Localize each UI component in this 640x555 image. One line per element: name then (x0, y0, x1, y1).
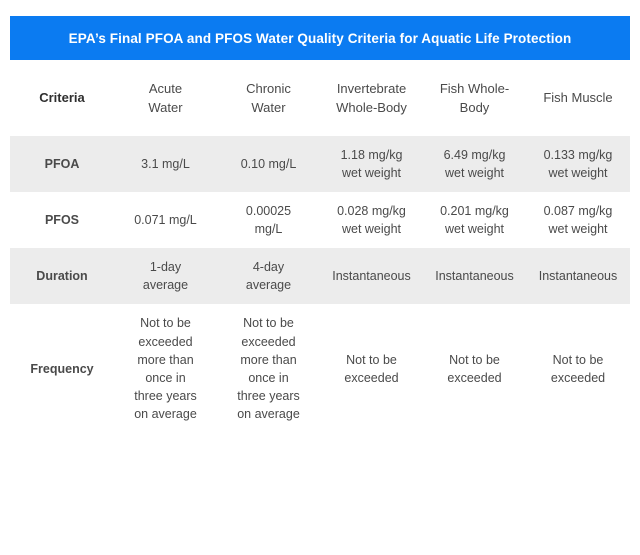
row-label-duration: Duration (10, 248, 114, 304)
cell-pfos-fish-muscle: 0.087 mg/kg wet weight (526, 192, 630, 248)
row-label-pfos: PFOS (10, 192, 114, 248)
column-header-criteria: Criteria (10, 60, 114, 136)
cell-frequency-acute-water: Not to be exceeded more than once in three years on average (114, 304, 217, 433)
cell-pfoa-chronic-water: 0.10 mg/L (217, 136, 320, 192)
row-label-frequency: Frequency (10, 304, 114, 433)
cell-frequency-invertebrate-whole-body: Not to be exceeded (320, 304, 423, 433)
column-header-invertebrate-whole-body: Invertebrate Whole-Body (320, 60, 423, 136)
cell-duration-fish-muscle: Instantaneous (526, 248, 630, 304)
table-row (10, 248, 630, 304)
cell-pfos-chronic-water: 0.00025 mg/L (217, 192, 320, 248)
cell-pfoa-fish-whole-body: 6.49 mg/kg wet weight (423, 136, 526, 192)
column-header-fish-muscle: Fish Muscle (526, 60, 630, 136)
column-header-fish-whole-body: Fish Whole- Body (423, 60, 526, 136)
table-row (10, 136, 630, 192)
table-row (10, 304, 630, 433)
cell-pfoa-fish-muscle: 0.133 mg/kg wet weight (526, 136, 630, 192)
table-header-row (10, 60, 630, 136)
table-title-bar (10, 16, 630, 60)
column-header-chronic-water: Chronic Water (217, 60, 320, 136)
page-title: EPA’s Final PFOA and PFOS Water Quality Criteria for Aquatic Life Protection (68, 30, 572, 46)
cell-duration-invertebrate-whole-body: Instantaneous (320, 248, 423, 304)
cell-duration-fish-whole-body: Instantaneous (423, 248, 526, 304)
cell-frequency-fish-whole-body: Not to be exceeded (423, 304, 526, 433)
table-row (10, 192, 630, 248)
row-label-pfoa: PFOA (10, 136, 114, 192)
cell-pfoa-acute-water: 3.1 mg/L (114, 136, 217, 192)
cell-duration-chronic-water: 4-day average (217, 248, 320, 304)
column-header-acute-water: Acute Water (114, 60, 217, 136)
cell-frequency-fish-muscle: Not to be exceeded (526, 304, 630, 433)
cell-pfos-invertebrate-whole-body: 0.028 mg/kg wet weight (320, 192, 423, 248)
cell-frequency-chronic-water: Not to be exceeded more than once in three years on average (217, 304, 320, 433)
page-container (0, 16, 640, 555)
cell-duration-acute-water: 1-day average (114, 248, 217, 304)
cell-pfoa-invertebrate-whole-body: 1.18 mg/kg wet weight (320, 136, 423, 192)
cell-pfos-acute-water: 0.071 mg/L (114, 192, 217, 248)
cell-pfos-fish-whole-body: 0.201 mg/kg wet weight (423, 192, 526, 248)
water-quality-criteria-table (10, 60, 630, 433)
